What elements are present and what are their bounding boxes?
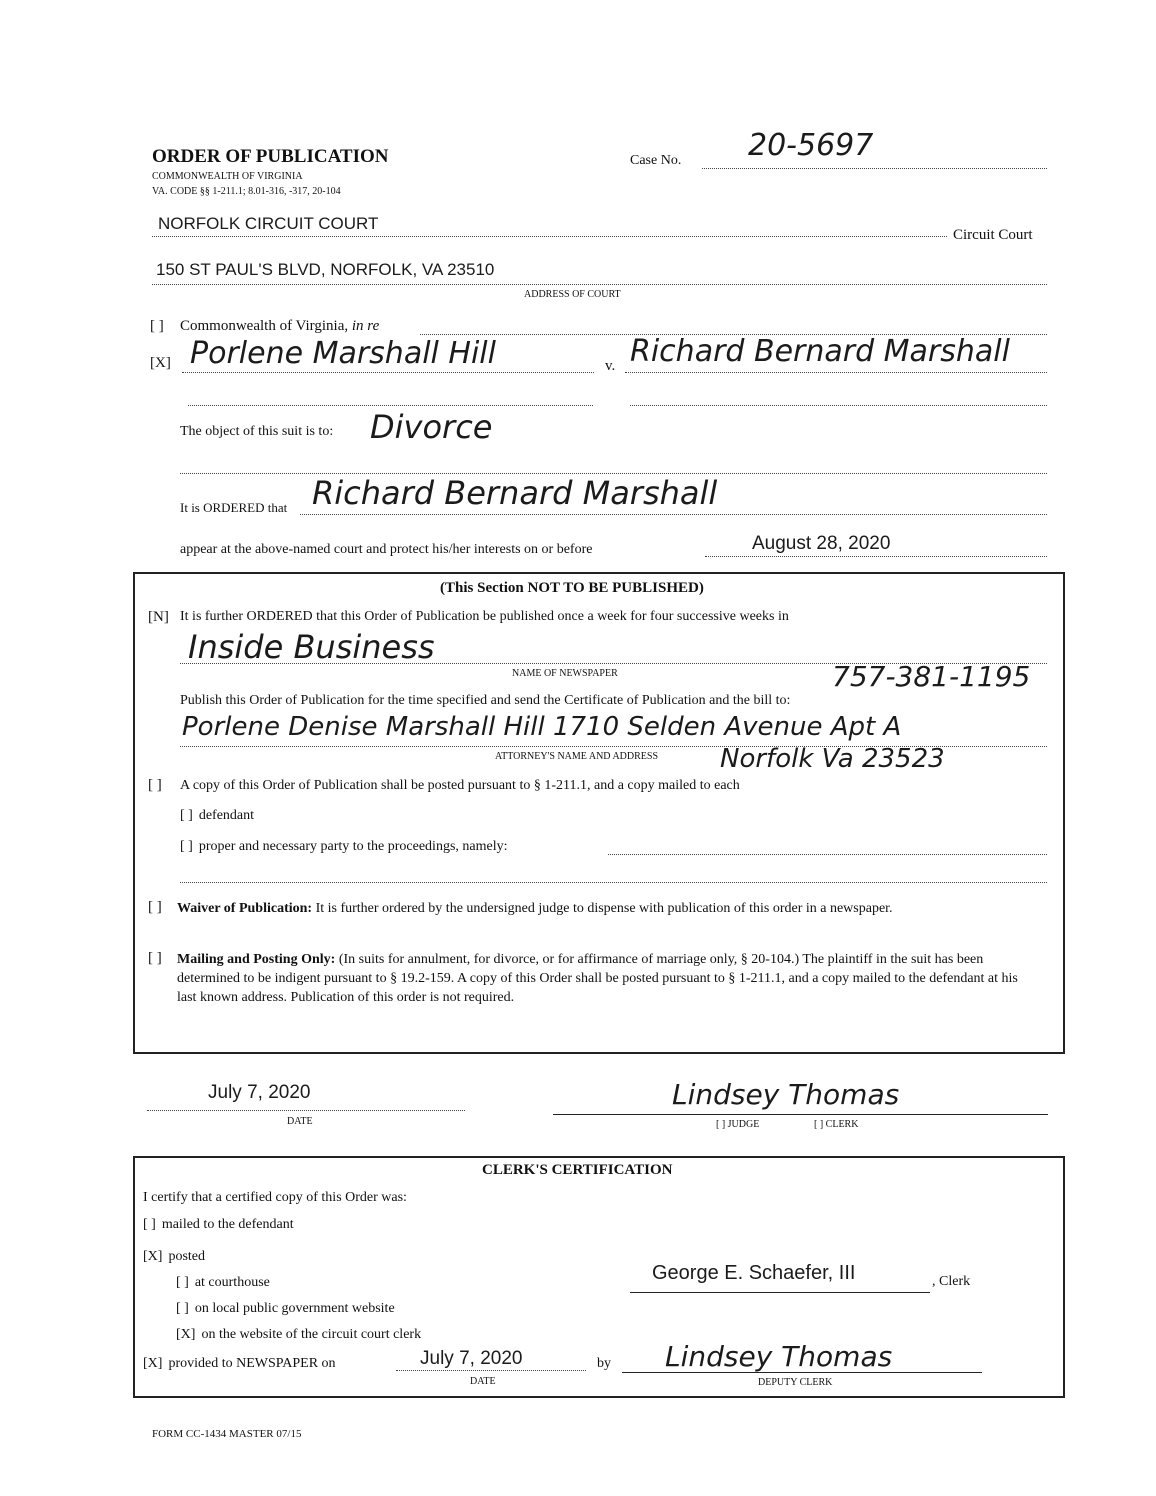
posted-mailed-checkbox[interactable]: [ ] <box>148 777 162 793</box>
posted-option <box>143 1249 205 1265</box>
appear-date[interactable]: August 28, 2020 <box>752 533 891 554</box>
order-date-line <box>147 1110 465 1111</box>
attorney-caption: ATTORNEY'S NAME AND ADDRESS <box>495 751 659 762</box>
newspaper-caption: NAME OF NEWSPAPER <box>512 668 618 679</box>
local-website-option <box>176 1301 395 1317</box>
in-re-text: in re <box>351 318 380 334</box>
form-subtitle-code: VA. CODE §§ 1-211.1; 8.01-316, -317, 20-104 <box>152 186 341 197</box>
commonwealth-checkbox[interactable]: [ ] <box>150 318 164 334</box>
proper-party-line <box>608 854 1047 855</box>
plaintiff-name[interactable]: Porlene Marshall Hill <box>190 336 496 371</box>
certification-heading: CLERK'S CERTIFICATION <box>482 1162 673 1178</box>
clerk-name[interactable]: George E. Schaefer, III <box>652 1262 856 1284</box>
deputy-clerk-caption: DEPUTY CLERK <box>758 1377 833 1388</box>
appear-text: appear at the above-named court and protect his/her interests on or before <box>180 542 593 557</box>
courthouse-option <box>176 1275 270 1291</box>
defendant-line <box>625 372 1047 373</box>
ordered-value[interactable]: Richard Bernard Marshall <box>312 474 718 512</box>
clerk-option[interactable]: [ ] CLERK <box>814 1119 859 1130</box>
newspaper-provided-option <box>143 1356 336 1372</box>
clerk-website-checkbox[interactable]: [X] <box>176 1327 196 1342</box>
clerk-website-label: on the website of the circuit court clerk <box>201 1327 422 1342</box>
defendant-line-2 <box>630 405 1047 406</box>
ordered-label: It is ORDERED that <box>180 500 288 515</box>
proper-party-line-2 <box>180 882 1047 883</box>
attorney-city-zip[interactable]: Norfolk Va 23523 <box>720 744 945 774</box>
mailing-paragraph <box>177 950 1037 1007</box>
clerk-name-line <box>630 1292 930 1293</box>
form-subtitle-commonwealth: COMMONWEALTH OF VIRGINIA <box>152 171 303 182</box>
posted-checkbox[interactable]: [X] <box>143 1249 163 1264</box>
newspaper-provided-checkbox[interactable]: [X] <box>143 1356 163 1371</box>
object-label: The object of this suit is to: <box>180 424 334 439</box>
proper-party-checkbox[interactable]: [ ] <box>180 839 193 854</box>
deputy-clerk-signature[interactable]: Lindsey Thomas <box>665 1340 893 1373</box>
clerk-suffix: , Clerk <box>932 1274 971 1289</box>
court-name-line <box>152 236 947 237</box>
waiver-checkbox[interactable]: [ ] <box>148 899 162 915</box>
courthouse-label: at courthouse <box>194 1275 270 1290</box>
case-number-label: Case No. <box>630 153 682 168</box>
circuit-court-suffix: Circuit Court <box>953 227 1033 243</box>
newspaper-date-line <box>396 1370 586 1371</box>
object-value[interactable]: Divorce <box>370 408 493 446</box>
waiver-paragraph <box>177 899 1037 918</box>
appear-date-line <box>705 556 1047 557</box>
mailed-checkbox[interactable]: [ ] <box>143 1217 156 1232</box>
local-website-label: on local public government website <box>194 1301 395 1316</box>
mailing-text: (In suits for annulment, for divorce, or for affirmance of marriage only, § 20-104.) The plaintiff in the suit has been determined to be indigent pursuant to § 19.2-159. A copy of this Order shall be posted pursuant to § 1-211.1, and a copy mailed to the defendant at his last known address. Publication of this order is not required. <box>177 952 1018 1005</box>
party-checkbox[interactable]: [X] <box>150 355 171 371</box>
posted-label: posted <box>168 1249 205 1264</box>
form-title: ORDER OF PUBLICATION <box>152 146 389 167</box>
newspaper-provided-date[interactable]: July 7, 2020 <box>420 1348 523 1369</box>
mailed-option <box>143 1217 294 1233</box>
certification-intro: I certify that a certified copy of this Order was: <box>143 1190 407 1205</box>
ordered-line <box>300 514 1047 515</box>
court-address[interactable]: 150 ST PAUL'S BLVD, NORFOLK, VA 23510 <box>156 260 495 279</box>
plaintiff-line <box>182 372 594 373</box>
mailing-checkbox[interactable]: [ ] <box>148 950 162 966</box>
proper-party-option <box>180 839 508 855</box>
attorney-name-address[interactable]: Porlene Denise Marshall Hill 1710 Selden Avenue Apt A <box>182 712 902 742</box>
signature-line <box>553 1114 1048 1115</box>
court-address-line <box>152 284 1047 285</box>
defendant-name[interactable]: Richard Bernard Marshall <box>630 334 1010 369</box>
judge-signature[interactable]: Lindsey Thomas <box>672 1078 900 1111</box>
defendant-option <box>180 808 254 824</box>
newspaper-phone[interactable]: 757-381-1195 <box>832 660 1031 693</box>
publish-weekly-checkbox[interactable]: [N] <box>148 609 169 625</box>
mailing-heading: Mailing and Posting Only: <box>177 952 336 967</box>
not-published-heading: (This Section NOT TO BE PUBLISHED) <box>440 580 704 596</box>
order-date[interactable]: July 7, 2020 <box>208 1082 311 1103</box>
defendant-checkbox[interactable]: [ ] <box>180 808 193 823</box>
further-ordered-text: It is further ORDERED that this Order of Publication be published once a week for four successive weeks in <box>180 609 789 624</box>
judge-option[interactable]: [ ] JUDGE <box>716 1119 760 1130</box>
waiver-heading: Waiver of Publication: <box>177 901 313 916</box>
publish-instructions-text: Publish this Order of Publication for the time specified and send the Certificate of Publication and the bill to: <box>180 693 791 708</box>
court-address-caption: ADDRESS OF COURT <box>524 289 621 300</box>
posted-mailed-text: A copy of this Order of Publication shall be posted pursuant to § 1-211.1, and a copy mailed to each <box>180 778 740 793</box>
case-number-value[interactable]: 20-5697 <box>748 128 874 163</box>
mailed-label: mailed to the defendant <box>161 1217 294 1232</box>
by-label: by <box>597 1356 611 1371</box>
waiver-text: It is further ordered by the undersigned judge to dispense with publication of this order in a newspaper. <box>315 901 893 916</box>
case-number-line <box>702 168 1047 169</box>
form-id: FORM CC-1434 MASTER 07/15 <box>152 1428 302 1440</box>
commonwealth-text: Commonwealth of Virginia, <box>180 318 349 334</box>
newspaper-name[interactable]: Inside Business <box>188 628 435 666</box>
courthouse-checkbox[interactable]: [ ] <box>176 1275 189 1290</box>
court-name[interactable]: NORFOLK CIRCUIT COURT <box>158 214 379 233</box>
commonwealth-label <box>180 318 379 335</box>
order-date-caption: DATE <box>287 1116 313 1127</box>
newspaper-date-caption: DATE <box>470 1376 496 1387</box>
local-website-checkbox[interactable]: [ ] <box>176 1301 189 1316</box>
defendant-label: defendant <box>198 808 255 823</box>
proper-party-label: proper and necessary party to the proceedings, namely: <box>198 839 508 854</box>
clerk-website-option <box>176 1327 421 1343</box>
versus-label: v. <box>605 358 616 374</box>
deputy-clerk-line <box>622 1372 982 1373</box>
newspaper-provided-label: provided to NEWSPAPER on <box>168 1356 336 1371</box>
plaintiff-line-2 <box>188 405 593 406</box>
